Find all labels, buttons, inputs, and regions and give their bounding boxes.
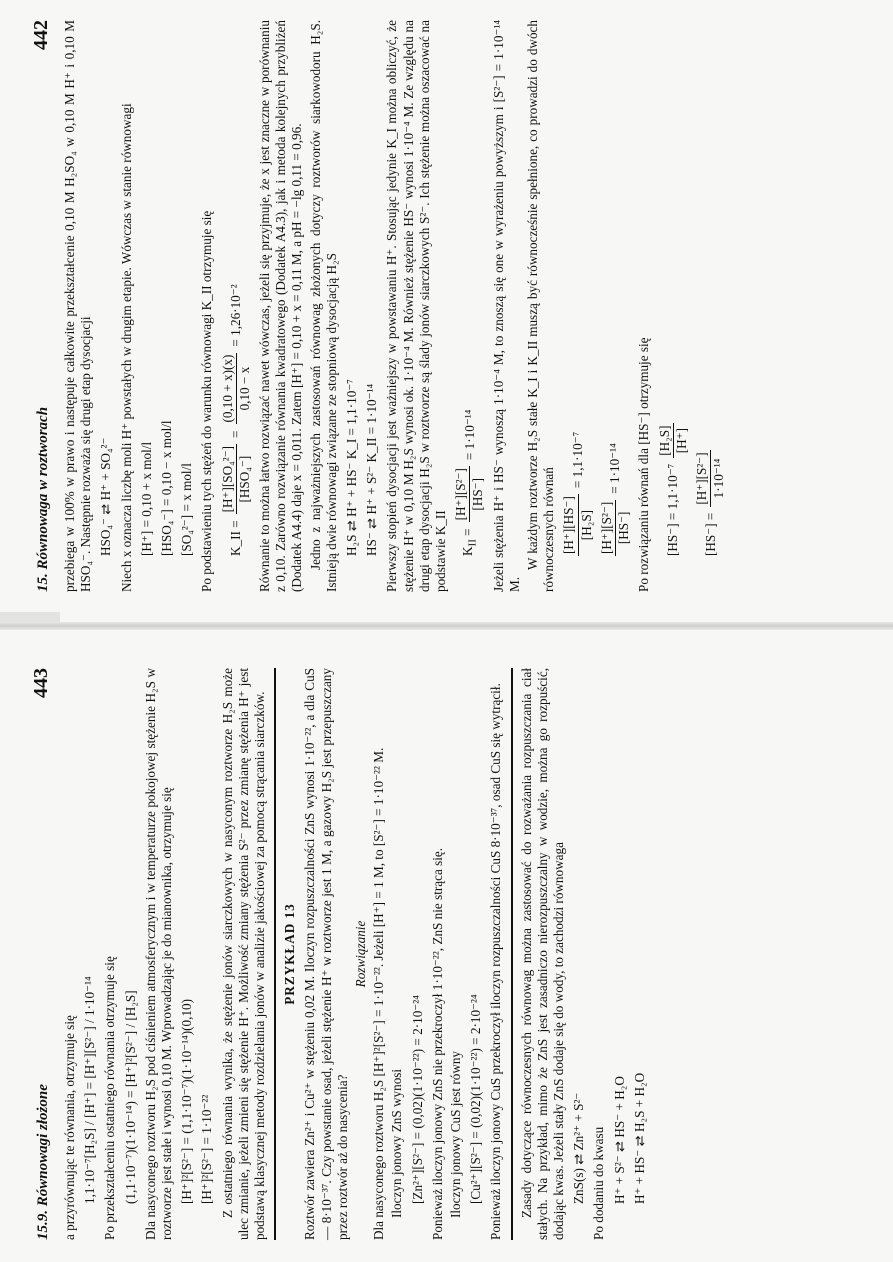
equation: ZnS(s) ⇄ Zn²⁺ + S²⁻: [571, 1092, 587, 1204]
equation-kii: [220, 20, 253, 556]
equation: HS⁻ ⇄ H⁺ + S²⁻ K_II = 1·10⁻¹⁴: [364, 383, 380, 556]
paragraph: Po przekształceniu ostatniego równania otrzymuje się: [102, 956, 118, 1240]
equation: H₂S ⇄ H⁺ + HS⁻ K_I = 1,1·10⁻⁷: [344, 379, 360, 556]
equation-kii2: [599, 20, 632, 556]
eq-rhs: = 1,1·10⁻⁷: [570, 431, 586, 489]
equation-kii-s: [453, 20, 486, 556]
scan-shadow: [0, 612, 60, 622]
numerator: (0,10 + x)(x): [220, 353, 237, 425]
eq-rhs: = 1,26·10⁻²: [228, 284, 244, 347]
fraction: [561, 494, 594, 556]
fraction: [453, 466, 486, 522]
paragraph: Ponieważ iloczyn jonowy ZnS nie przekroczył 1·10⁻²², ZnS nie strąca się.: [429, 847, 445, 1240]
paragraph: Po rozwiązaniu równań dla [HS⁻] otrzymuje się: [636, 337, 652, 592]
solution-heading: Rozwiązanie: [353, 920, 369, 988]
equation: [H⁺]²[S²⁻] = (1,1·10⁻⁷)(1·10⁻¹⁴)(0,10): [179, 998, 195, 1204]
denominator: [HSO₄⁻]: [236, 455, 252, 503]
paragraph: Zasady dotyczące równoczesnych równowag można zastosować do rozważania rozpuszczania ciał stałych. Na przykład, mimo że ZnS jest zasadniczo nierozpuszczalny w wodzie, można go rozpuścić, dodając kwas. Jeżeli stały ZnS dodaje się do wody, to zachodzi równowaga: [518, 668, 567, 1240]
paragraph: Pierwszy stopień dysocjacji jest ważniejszy w powstawaniu H⁺. Stosując jedynie K_I można obliczyć, że stężenie H⁺ w 0,10 M H₂S wynosi ok. 1·10⁻⁴ M. Również stężenie HS⁻ wynosi 1·10⁻⁴ M. Ze względu na drugi etap dysocjacji H₂S w roztworze są ślady jonów siarczkowych S²⁻. Ich stężenie można oszacować na podstawie K_II: [384, 20, 449, 592]
paragraph: przebiega w 100% w prawo i następuje całkowite przekształcenie 0,10 M H₂SO₄ w 0,10 M H⁺ i 0,10 M HSO₄⁻. Następnie rozważa się drugi etap dysocjacji: [62, 20, 94, 592]
paragraph: Dla nasyconego roztworu H₂S [H⁺]²[S²⁻] = 1·10⁻²². Jeżeli [H⁺] = 1 M, to [S²⁻] = 1·10⁻²² M.: [371, 747, 387, 1240]
numerator: [H⁺][S²⁻]: [453, 466, 470, 522]
eq-rhs: = 1·10⁻¹⁴: [461, 409, 477, 461]
fraction: [694, 450, 727, 506]
eq-lhs: [HS⁻] =: [702, 512, 718, 556]
text-column: [62, 20, 727, 592]
paragraph: Po dodaniu do kwasu: [591, 1126, 607, 1240]
numerator: [H⁺][S²⁻]: [599, 500, 616, 556]
equation-hs1: [657, 20, 690, 556]
denominator: [H₂S]: [578, 509, 594, 541]
equation: [Zn²⁺][S²⁻] = (0,02)(1·10⁻²²) = 2·10⁻²⁴: [409, 995, 425, 1204]
denominator: 0,10 − x: [236, 366, 252, 411]
text-column: [62, 668, 648, 1240]
paragraph: Iloczyn jonowy ZnS wynosi: [389, 1068, 405, 1218]
paragraph: a przyrównując te równania, otrzymuje się: [62, 1015, 77, 1240]
numerator: [H⁺][HS⁻]: [561, 494, 578, 556]
equation: H⁺ + HS⁻ ⇄ H₂S + H₂O: [631, 1072, 647, 1204]
paragraph: Jeżeli stężenia H⁺ i HS⁻ wynoszą 1·10⁻⁴ M, to znoszą się one w wyrażeniu powyższym i [S²⁻] = 1·10⁻¹⁴ M.: [490, 20, 522, 592]
eq-lhs: [HS⁻] = 1,1·10⁻⁷: [665, 463, 681, 556]
equation: [Cu²⁺][S²⁻] = (0,02)(1·10⁻²²) = 2·10⁻²⁴: [468, 994, 484, 1204]
page-header: [30, 20, 62, 592]
fraction: [220, 353, 253, 425]
paragraph: Iloczyn jonowy CuS jest równy: [448, 1050, 464, 1218]
fraction: [599, 500, 632, 556]
denominator: [H⁺]: [673, 427, 689, 454]
eq-lhs: $K_{II}$ =: [459, 528, 479, 556]
fraction: [657, 423, 690, 457]
book-gutter: [0, 622, 893, 630]
eq-sign: =: [228, 430, 244, 438]
equation: [SO₄²⁻] = x mol/l: [179, 463, 195, 556]
equation: 1,1·10⁻⁷[H₂S] / [H⁺] = [H⁺][S²⁻] / 1·10⁻¹⁴: [82, 976, 98, 1204]
fraction: [220, 444, 253, 514]
paragraph: Po podstawieniu tych stężeń do warunku równowagi K_II otrzymuje się: [199, 210, 215, 592]
running-title: 15. Równowaga w roztworach: [35, 406, 51, 592]
equation: HSO₄⁻ ⇄ H⁺ + SO₄²⁻: [98, 437, 114, 556]
denominator: 1·10⁻¹⁴: [711, 458, 727, 499]
denominator: [HS⁻]: [470, 477, 486, 511]
example-heading: PRZYKŁAD 13: [282, 903, 298, 1005]
page-442: [30, 20, 860, 592]
equation: [HSO₄⁻] = 0,10 − x mol/l: [159, 420, 175, 556]
page-number: 443: [30, 668, 52, 698]
eq-rhs: = 1·10⁻¹⁴: [607, 443, 623, 494]
equation: H⁺ + S²⁻ ⇄ HS⁻ + H₂O: [611, 1076, 627, 1204]
paragraph: Z ostatniego równania wynika, że stężenie jonów siarczkowych w nasyconym roztworze H₂S może ulec zmianie, jeżeli zmieni się stężenie H⁺. Możliwość zmiany stężenia S²⁻ przez zmianę stężenia H⁺ jest podstawą klasycznej metody rozdzielania jonów w analizie jakościowej za pomocą strącania siarczków.: [219, 668, 268, 1240]
denominator: [HS⁻]: [616, 511, 632, 545]
divider: [274, 668, 276, 1240]
numerator: [H₂S]: [657, 423, 674, 457]
equation-hs2: [694, 20, 727, 556]
paragraph: Ponieważ iloczyn jonowy CuS przekroczył iloczyn rozpuszczalności CuS 8·10⁻³⁷, osad CuS się wytrącił.: [488, 683, 504, 1240]
page-443: [30, 668, 860, 1240]
running-title: 15.9. Równowagi złożone: [35, 1084, 51, 1240]
equation: [H⁺]²[S²⁻] = 1·10⁻²²: [199, 1094, 215, 1204]
equation: (1,1·10⁻⁷)(1·10⁻¹⁴) = [H⁺]²[S²⁻] / [H₂S]: [122, 990, 138, 1204]
paragraph: Równanie to można łatwo rozwiązać nawet wówczas, jeżeli się przyjmuje, że x jest znaczne w porównaniu z 0,10. Zarówno rozwiązanie równania kwadratowego (Dodatek A4.3), jak i metoda kolejnych przybliżeń (Dodatek A4.4) daje x = 0,011. Zatem [H⁺] = 0,10 + x = 0,11 M, a pH = −lg 0,11 = 0,96.: [257, 20, 305, 592]
paragraph: Niech x oznacza liczbę moli H⁺ powstałych w drugim etapie. Wówczas w stanie równowagi: [118, 103, 134, 592]
divider: [511, 668, 513, 1240]
numerator: [H⁺][SO₄²⁻]: [220, 444, 237, 514]
page-header: [30, 668, 62, 1240]
paragraph: Jedno z najważniejszych zastosowań równowag złożonych dotyczy roztworów siarkowodoru H₂S. Istnieją dwie równowagi związane ze stopniową dysocjacją H₂S: [307, 20, 339, 592]
paragraph: W każdym roztworze H₂S stałe K_I i K_II muszą być równocześnie spełnione, co prowadzi do dwóch równoczesnych równań: [525, 20, 557, 592]
paragraph: Roztwór zawiera Zn²⁺ i Cu²⁺ w stężeniu 0,02 M. Iloczyn rozpuszczalności ZnS wynosi 1·10⁻²², a dla CuS — 8·10⁻³⁷. Czy powstanie osad, jeżeli stężenie H⁺ w roztworze jest 1 M, a gazowy H₂S jest przepuszczany przez roztwór aż do nasycenia?: [302, 668, 350, 1240]
eq-lhs: K_II =: [228, 520, 244, 556]
numerator: [H⁺][S²⁻]: [694, 450, 711, 506]
paragraph: Dla nasyconego roztworu H₂S pod ciśnieniem atmosferycznym i w temperaturze pokojowej stężenie H₂S w roztworze jest stałe i wynosi 0,10 M. Wprowadzając je do mianownika, otrzymuje się: [142, 668, 175, 1240]
page-number: 442: [30, 20, 52, 50]
equation-ki: [561, 20, 594, 556]
equation: [H⁺] = 0,10 + x mol/l: [138, 441, 154, 556]
